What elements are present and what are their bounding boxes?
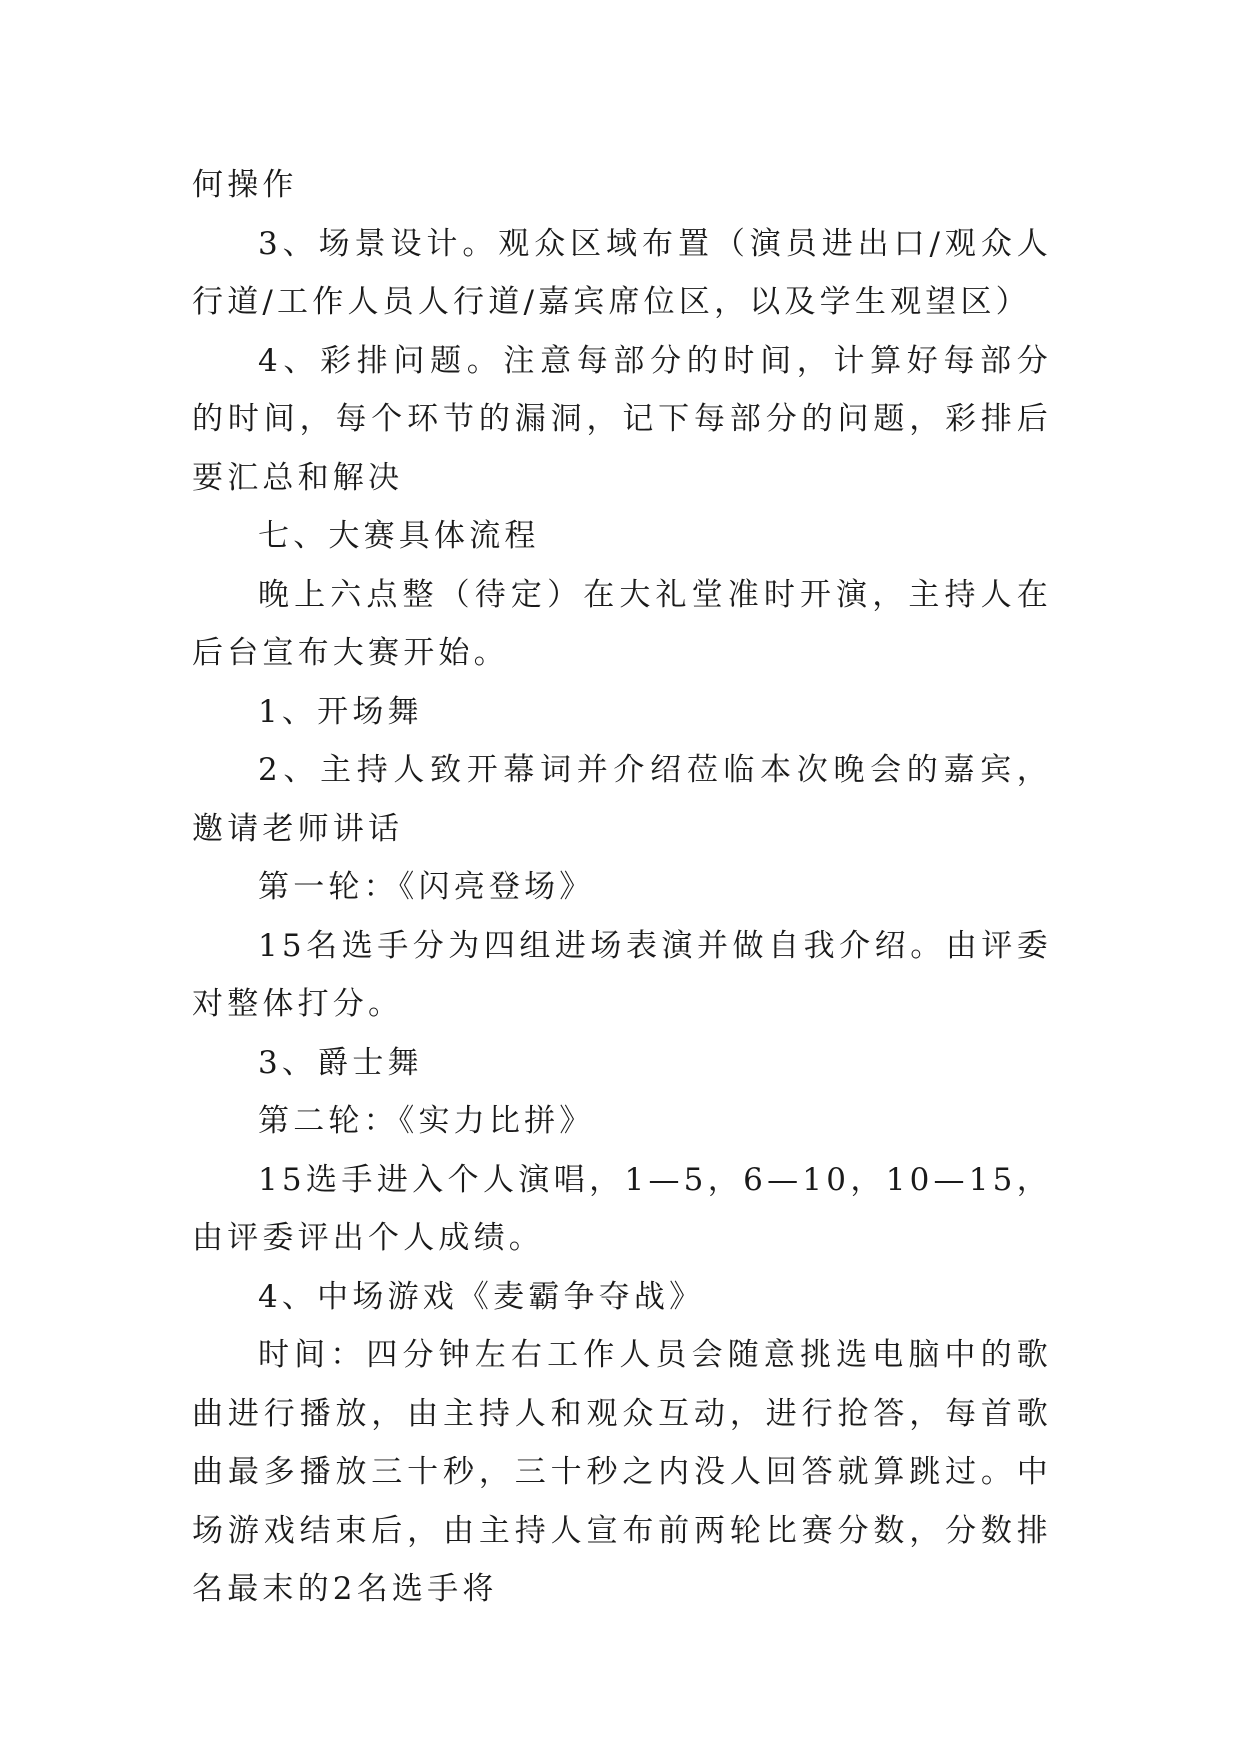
- paragraph-round-two: 15选手进入个人演唱，1—5，6—10，10—15，由评委评出个人成绩。: [192, 1161, 1052, 1256]
- section-heading-contest-process: 七、大赛具体流程: [258, 518, 540, 554]
- paragraph-opening-time: 晚上六点整（待定）在大礼堂准时开演，主持人在后台宣布大赛开始。: [192, 576, 1052, 671]
- round-one-title: 第一轮：《闪亮登场》: [258, 869, 595, 905]
- paragraph-opening-dance: 1、开场舞: [258, 693, 423, 730]
- paragraph-host-speech: 2、主持人致开幕词并介绍莅临本次晚会的嘉宾，邀请老师讲话: [192, 752, 1052, 847]
- paragraph-round-one: 15名选手分为四组进场表演并做自我介绍。由评委对整体打分。: [192, 927, 1052, 1022]
- round-two-title: 第二轮：《实力比拼》: [258, 1103, 595, 1139]
- paragraph-rehearsal: 4、彩排问题。注意每部分的时间，计算好每部分的时间，每个环节的漏洞，记下每部分的问题，彩排后要汇总和解决: [192, 342, 1052, 496]
- paragraph-halftime-game: 4、中场游戏《麦霸争夺战》: [258, 1278, 705, 1315]
- document-body: [192, 156, 1052, 1619]
- paragraph-jazz-dance: 3、爵士舞: [258, 1044, 423, 1081]
- paragraph-scene-design: 3、场景设计。观众区域布置（演员进出口/观众人行道/工作人员人行道/嘉宾席位区，以及学生观望区）: [192, 225, 1052, 320]
- paragraph-continuation: 何操作: [192, 167, 298, 203]
- paragraph-game-rules: 时间：四分钟左右工作人员会随意挑选电脑中的歌曲进行播放，由主持人和观众互动，进行抢答，每首歌曲最多播放三十秒，三十秒之内没人回答就算跳过。中场游戏结束后，由主持人宣布前两轮比赛分数，分数排名最末的2名选手将: [192, 1337, 1052, 1607]
